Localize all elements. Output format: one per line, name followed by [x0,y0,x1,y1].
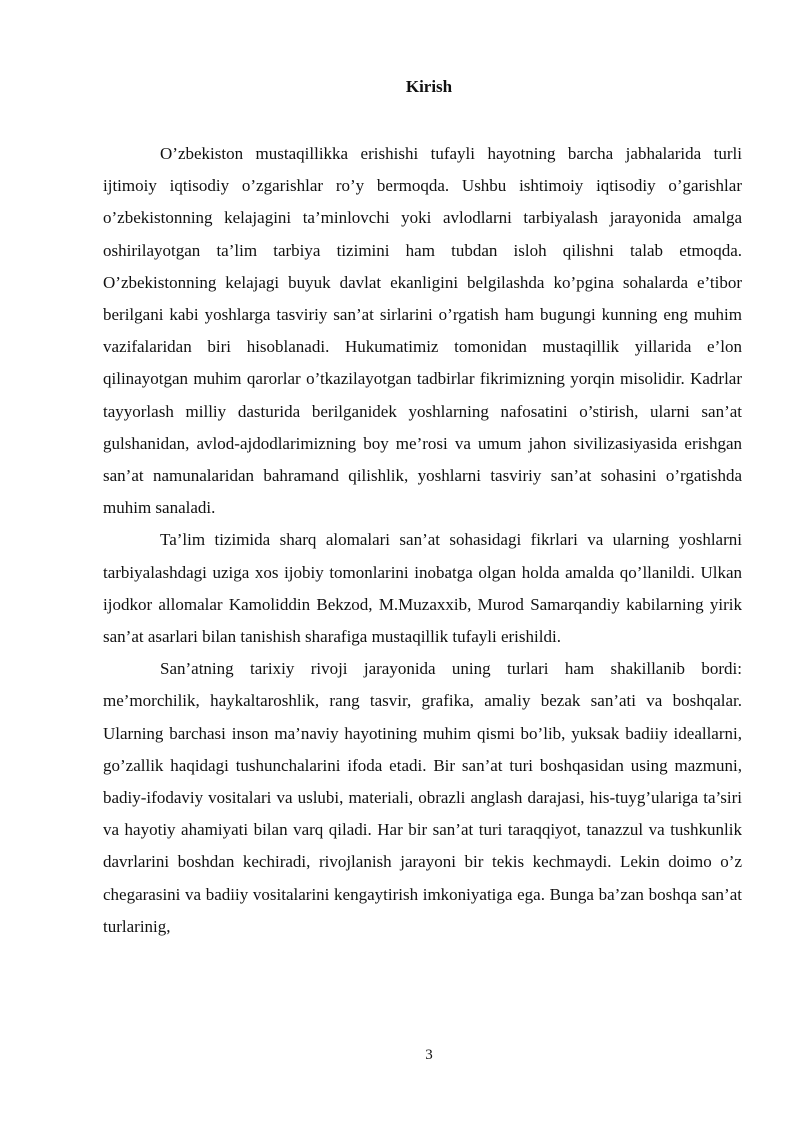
paragraph: O’zbekiston mustaqillikka erishishi tufayli hayotning barcha jabhalarida turli ijtimoiy iqtisodiy o’zgarishlar ro’y bermoqda. Ushbu ishtimoiy iqtisodiy o’garishlar o’zbekistonning kelajagini ta’minlovchi yoki avlodlarni tarbiyalash jarayonida amalga oshirilayotgan ta’lim tarbiya tizimini ham tubdan isloh qilishni talab etmoqda. O’zbekistonning kelajagi buyuk davlat ekanligini belgilashda ko’pgina sohalarda e’tibor berilgani kabi yoshlarga tasviriy san’at sirlarini o’rgatish ham bugungi kunning eng muhim vazifalaridan biri hisoblanadi. Hukumatimiz tomonidan mustaqillik yillarida e’lon qilinayotgan muhim qarorlar o’tkazilayotgan tadbirlar fikrimizning yorqin misolidir. Kadrlar tayyorlash milliy dasturida berilganidek yoshlarning nafosatini o’stirish, ularni san’at gulshanidan, avlod-ajdodlarimizning boy me’rosi va umum jahon sivilizasiyasida erishgan san’at namunalaridan bahramand qilishlik, yoshlarni tasviriy san’at sohasini o’rgatishda muhim sanaladi. [103,144,742,518]
paragraph: Ta’lim tizimida sharq alomalari san’at sohasidagi fikrlari va ularning yoshlarni tarbiyalashdagi uziga xos ijobiy tomonlarini inobatga olgan holda amalda qo’llanildi. Ulkan ijodkor allomalar Kamoliddin Bekzod, M.Muzaxxib, Murod Samarqandiy kabilarning yirik san’at asarlari bilan tanishish sharafiga mustaqillik tufayli erishildi. [103,530,742,647]
paragraph: San’atning tarixiy rivoji jarayonida uning turlari ham shakillanib bordi: me’morchilik, haykaltaroshlik, rang tasvir, grafika, amaliy bezak san’ati va boshqalar. Ularning barchasi inson ma’naviy hayotining muhim qismi bo’lib, yuksak badiiy ideallarni, go’zallik haqidagi tushunchalarini ifoda etadi. Bir san’at turi boshqasidan using mazmuni, badiy-ifodaviy vositalari va uslubi, materiali, obrazli anglash darajasi, his-tuyg’ulariga ta’siri va hayotiy ahamiyati bilan varq qiladi. Har bir san’at turi taraqqiyot, tanazzul va tushkunlik davrlarini boshdan kechiradi, rivojlanish jarayoni bir tekis kechmaydi. Lekin doimo o’z chegarasini va badiiy vositalarini kengaytirish imkoniyatiga ega. Bunga ba’zan boshqa san’at turlarinig, [103,659,742,936]
page-number: 3 [425,1047,433,1063]
body-text [103,138,742,943]
section-title: Kirish [405,77,453,96]
